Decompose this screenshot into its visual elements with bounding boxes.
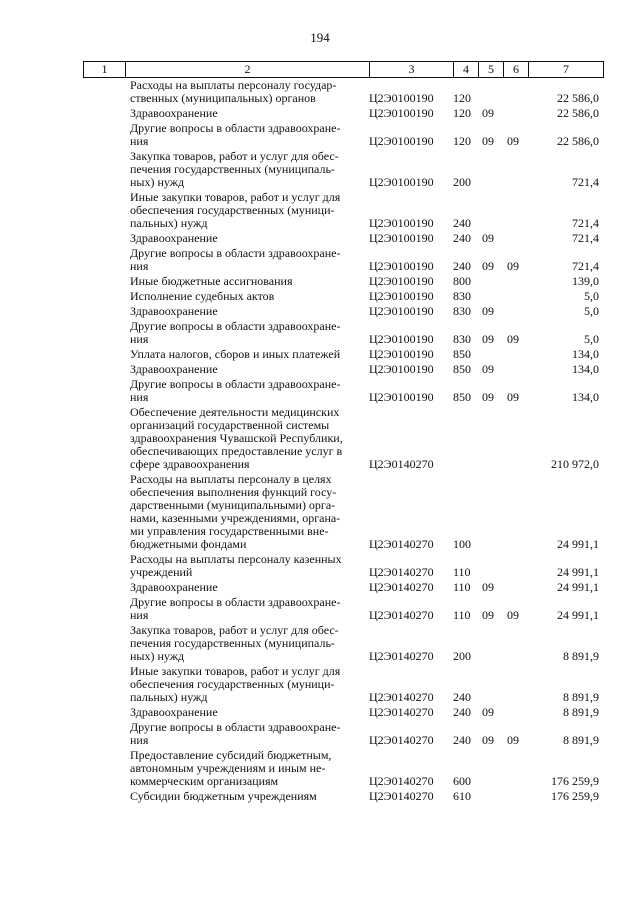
row-code: Ц2Э0100190 [369, 175, 434, 189]
row-expense-type: 830 [453, 332, 471, 346]
row-name: Здравоохранение [130, 580, 218, 594]
row-expense-type: 850 [453, 390, 471, 404]
row-code: Ц2Э0140270 [369, 705, 434, 719]
row-section: 09 [482, 134, 494, 148]
row-name: Иные закупки товаров, работ и услуг для обеспечения государственных (муници- пальных) нужд [130, 190, 341, 230]
row-section: 09 [482, 705, 494, 719]
row-subsection: 09 [507, 259, 519, 273]
row-expense-type: 830 [453, 304, 471, 318]
row-amount: 134,0 [572, 390, 599, 404]
row-name: Предоставление субсидий бюджетным, автономным учреждениям и иным не- коммерческим организациям [130, 748, 332, 788]
row-expense-type: 240 [453, 231, 471, 245]
row-name: Обеспечение деятельности медицинских организаций государственной системы здравоохранения Чувашской Республики, обеспечивающих предоставление услуг в сфере здравоохранения [130, 405, 343, 471]
row-section: 09 [482, 259, 494, 273]
row-amount: 721,4 [572, 259, 599, 273]
row-code: Ц2Э0140270 [369, 690, 434, 704]
row-amount: 24 991,1 [557, 537, 599, 551]
row-code: Ц2Э0100190 [369, 362, 434, 376]
row-expense-type: 240 [453, 690, 471, 704]
row-section: 09 [482, 332, 494, 346]
row-subsection: 09 [507, 332, 519, 346]
row-code: Ц2Э0100190 [369, 304, 434, 318]
row-section: 09 [482, 733, 494, 747]
row-name: Уплата налогов, сборов и иных платежей [130, 347, 341, 361]
row-code: Ц2Э0100190 [369, 216, 434, 230]
row-amount: 5,0 [584, 304, 599, 318]
table-row [0, 305, 640, 318]
row-amount: 134,0 [572, 362, 599, 376]
row-expense-type: 610 [453, 789, 471, 803]
row-amount: 134,0 [572, 347, 599, 361]
row-name: Расходы на выплаты персоналу в целях обеспечения выполнения функций госу- дарственными (муниципальными) орга- нами, казенными учреждениями, органа- ми управления государственными вне- бюджетными фондами [130, 472, 341, 551]
row-expense-type: 850 [453, 347, 471, 361]
table-row [0, 348, 640, 361]
row-amount: 721,4 [572, 231, 599, 245]
row-name: Другие вопросы в области здравоохране- ния [130, 377, 341, 404]
row-code: Ц2Э0140270 [369, 580, 434, 594]
row-section: 09 [482, 304, 494, 318]
row-code: Ц2Э0140270 [369, 789, 434, 803]
column-header-4: 4 [454, 62, 479, 77]
row-expense-type: 240 [453, 733, 471, 747]
column-header-6: 6 [504, 62, 529, 77]
row-code: Ц2Э0100190 [369, 134, 434, 148]
row-name: Исполнение судебных актов [130, 289, 275, 303]
row-code: Ц2Э0140270 [369, 608, 434, 622]
row-amount: 8 891,9 [563, 649, 599, 663]
table-row [0, 79, 640, 105]
row-code: Ц2Э0140270 [369, 457, 434, 471]
row-name: Другие вопросы в области здравоохране- ния [130, 720, 341, 747]
table-row [0, 581, 640, 594]
table-row [0, 721, 640, 747]
row-expense-type: 200 [453, 175, 471, 189]
table-row [0, 406, 640, 471]
row-amount: 5,0 [584, 289, 599, 303]
column-header-1: 1 [84, 62, 126, 77]
row-name: Другие вопросы в области здравоохране- ния [130, 121, 341, 148]
row-name: Здравоохранение [130, 705, 218, 719]
row-amount: 22 586,0 [557, 91, 599, 105]
row-amount: 8 891,9 [563, 733, 599, 747]
row-code: Ц2Э0100190 [369, 332, 434, 346]
table-row [0, 378, 640, 404]
row-expense-type: 240 [453, 259, 471, 273]
row-name: Другие вопросы в области здравоохране- ния [130, 246, 341, 273]
row-name: Здравоохранение [130, 231, 218, 245]
table-row [0, 473, 640, 551]
table-row [0, 749, 640, 788]
row-section: 09 [482, 390, 494, 404]
row-section: 09 [482, 362, 494, 376]
row-expense-type: 600 [453, 774, 471, 788]
table-row [0, 232, 640, 245]
table-row [0, 107, 640, 120]
page-number: 194 [310, 30, 330, 45]
row-amount: 210 972,0 [551, 457, 599, 471]
row-code: Ц2Э0100190 [369, 91, 434, 105]
table-row [0, 122, 640, 148]
row-amount: 8 891,9 [563, 690, 599, 704]
column-header-2: 2 [126, 62, 370, 77]
table-row [0, 706, 640, 719]
row-expense-type: 850 [453, 362, 471, 376]
row-amount: 22 586,0 [557, 106, 599, 120]
row-code: Ц2Э0140270 [369, 733, 434, 747]
row-amount: 721,4 [572, 216, 599, 230]
row-expense-type: 240 [453, 705, 471, 719]
row-amount: 24 991,1 [557, 608, 599, 622]
row-code: Ц2Э0140270 [369, 565, 434, 579]
row-amount: 24 991,1 [557, 580, 599, 594]
row-name: Закупка товаров, работ и услуг для обес- печения государственных (муниципаль- ных) нужд [130, 623, 339, 663]
row-name: Здравоохранение [130, 362, 218, 376]
row-subsection: 09 [507, 134, 519, 148]
table-row [0, 290, 640, 303]
row-expense-type: 830 [453, 289, 471, 303]
row-section: 09 [482, 106, 494, 120]
row-subsection: 09 [507, 608, 519, 622]
table-row [0, 247, 640, 273]
row-expense-type: 110 [453, 565, 471, 579]
row-amount: 721,4 [572, 175, 599, 189]
row-code: Ц2Э0100190 [369, 274, 434, 288]
column-header-3: 3 [370, 62, 454, 77]
table-row [0, 320, 640, 346]
table-header [83, 61, 604, 78]
row-section: 09 [482, 580, 494, 594]
row-expense-type: 120 [453, 134, 471, 148]
row-section: 09 [482, 608, 494, 622]
row-expense-type: 100 [453, 537, 471, 551]
row-code: Ц2Э0140270 [369, 537, 434, 551]
row-amount: 22 586,0 [557, 134, 599, 148]
row-expense-type: 200 [453, 649, 471, 663]
row-expense-type: 800 [453, 274, 471, 288]
table-row [0, 363, 640, 376]
row-code: Ц2Э0100190 [369, 390, 434, 404]
row-name: Иные бюджетные ассигнования [130, 274, 293, 288]
row-amount: 139,0 [572, 274, 599, 288]
row-name: Здравоохранение [130, 106, 218, 120]
row-name: Иные закупки товаров, работ и услуг для обеспечения государственных (муници- пальных) нужд [130, 664, 341, 704]
row-subsection: 09 [507, 733, 519, 747]
row-amount: 8 891,9 [563, 705, 599, 719]
row-section: 09 [482, 231, 494, 245]
table-row [0, 553, 640, 579]
row-amount: 176 259,9 [551, 789, 599, 803]
column-header-5: 5 [479, 62, 504, 77]
row-name: Здравоохранение [130, 304, 218, 318]
row-name: Субсидии бюджетным учреждениям [130, 789, 317, 803]
row-amount: 176 259,9 [551, 774, 599, 788]
table-row [0, 275, 640, 288]
row-name: Другие вопросы в области здравоохране- ния [130, 595, 341, 622]
row-name: Другие вопросы в области здравоохране- ния [130, 319, 341, 346]
row-amount: 5,0 [584, 332, 599, 346]
row-expense-type: 120 [453, 91, 471, 105]
row-code: Ц2Э0100190 [369, 231, 434, 245]
column-header-7: 7 [563, 62, 569, 76]
row-amount: 24 991,1 [557, 565, 599, 579]
row-expense-type: 120 [453, 106, 471, 120]
row-name: Расходы на выплаты персоналу казенных учреждений [130, 552, 342, 579]
row-expense-type: 240 [453, 216, 471, 230]
table-row [0, 665, 640, 704]
row-code: Ц2Э0100190 [369, 289, 434, 303]
row-name: Расходы на выплаты персоналу государ- ственных (муниципальных) органов [130, 78, 337, 105]
row-subsection: 09 [507, 390, 519, 404]
row-code: Ц2Э0100190 [369, 259, 434, 273]
row-code: Ц2Э0100190 [369, 347, 434, 361]
row-name: Закупка товаров, работ и услуг для обес- печения государственных (муниципаль- ных) нужд [130, 149, 339, 189]
table-row [0, 150, 640, 189]
table-row [0, 596, 640, 622]
row-code: Ц2Э0140270 [369, 649, 434, 663]
row-expense-type: 110 [453, 608, 471, 622]
table-row [0, 624, 640, 663]
row-code: Ц2Э0140270 [369, 774, 434, 788]
table-row [0, 790, 640, 803]
table-row [0, 191, 640, 230]
table-body [0, 79, 640, 805]
row-expense-type: 110 [453, 580, 471, 594]
row-code: Ц2Э0100190 [369, 106, 434, 120]
